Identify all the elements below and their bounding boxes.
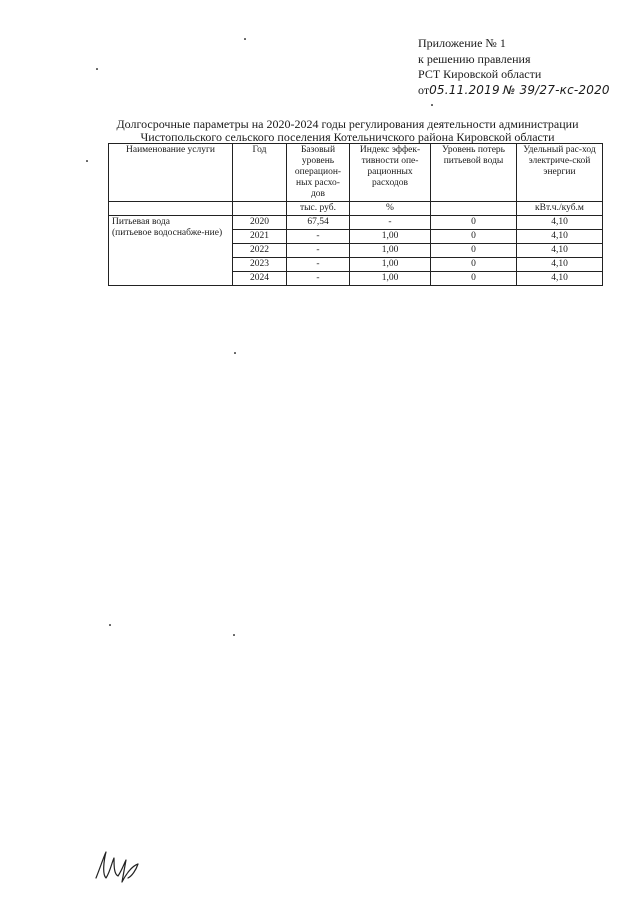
cell-year: 2023 [233,258,287,272]
appendix-line-1: Приложение № 1 [418,36,506,50]
header-energy-use: Удельный рас-ход электриче-ской энергии [517,144,603,202]
scan-speck [431,104,433,106]
cell-water-loss: 0 [431,216,517,230]
scan-speck [234,352,236,354]
header-efficiency-index: Индекс эффек-тивности опе-рационных расходов [350,144,431,202]
scan-speck [109,624,111,626]
cell-water-loss: 0 [431,230,517,244]
appendix-line-2: к решению правления [418,51,531,66]
unit-service [109,202,233,216]
cell-energy-use: 4,10 [517,244,603,258]
cell-efficiency-index: 1,00 [350,244,431,258]
cell-energy-use: 4,10 [517,258,603,272]
unit-year [233,202,287,216]
service-name-cell [109,216,233,286]
scan-speck [233,634,235,636]
scan-speck [96,68,98,70]
appendix-line-3: РСТ Кировской области [418,67,542,81]
table-units-row [109,202,603,216]
table-header-row [109,144,603,202]
cell-base-cost: - [287,230,350,244]
cell-efficiency-index: 1,00 [350,230,431,244]
title-line-1: Долгосрочные параметры на 2020-2024 годы регулирования деятельности администрации [116,117,579,131]
header-service: Наименование услуги [109,144,233,202]
cell-efficiency-index: 1,00 [350,272,431,286]
cell-year: 2021 [233,230,287,244]
cell-energy-use: 4,10 [517,272,603,286]
cell-efficiency-index: - [350,216,431,230]
cell-base-cost: - [287,272,350,286]
table-row [109,216,603,230]
appendix-block [418,36,610,98]
unit-base-cost: тыс. руб. [287,202,350,216]
scan-speck [86,160,88,162]
cell-energy-use: 4,10 [517,230,603,244]
cell-efficiency-index: 1,00 [350,258,431,272]
unit-energy-use: кВт.ч./куб.м [517,202,603,216]
cell-base-cost: - [287,244,350,258]
appendix-date: 05.11.2019 [429,82,500,97]
header-year: Год [233,144,287,202]
unit-water-loss [431,202,517,216]
appendix-prefix: от [418,82,430,97]
unit-efficiency-index: % [350,202,431,216]
service-name: Питьевая вода [112,217,170,227]
scan-speck [244,38,246,40]
signature-icon [92,848,152,893]
cell-base-cost: - [287,258,350,272]
cell-water-loss: 0 [431,272,517,286]
appendix-line-4 [418,83,610,99]
cell-water-loss: 0 [431,244,517,258]
document-title [100,118,595,144]
service-subname: (питьевое водоснабже-ние) [112,228,223,238]
cell-base-cost: 67,54 [287,216,350,230]
title-line-2: Чистопольского сельского поселения Котельничского района Кировской области [140,130,555,144]
cell-energy-use: 4,10 [517,216,603,230]
cell-year: 2024 [233,272,287,286]
header-water-loss: Уровень потерь питьевой воды [431,144,517,202]
header-base-cost: Базовый уровень операцион-ных расхо-дов [287,144,350,202]
cell-year: 2022 [233,244,287,258]
parameters-table [108,143,603,286]
cell-water-loss: 0 [431,258,517,272]
appendix-number: № 39/27-кс-2020 [502,82,610,97]
cell-year: 2020 [233,216,287,230]
